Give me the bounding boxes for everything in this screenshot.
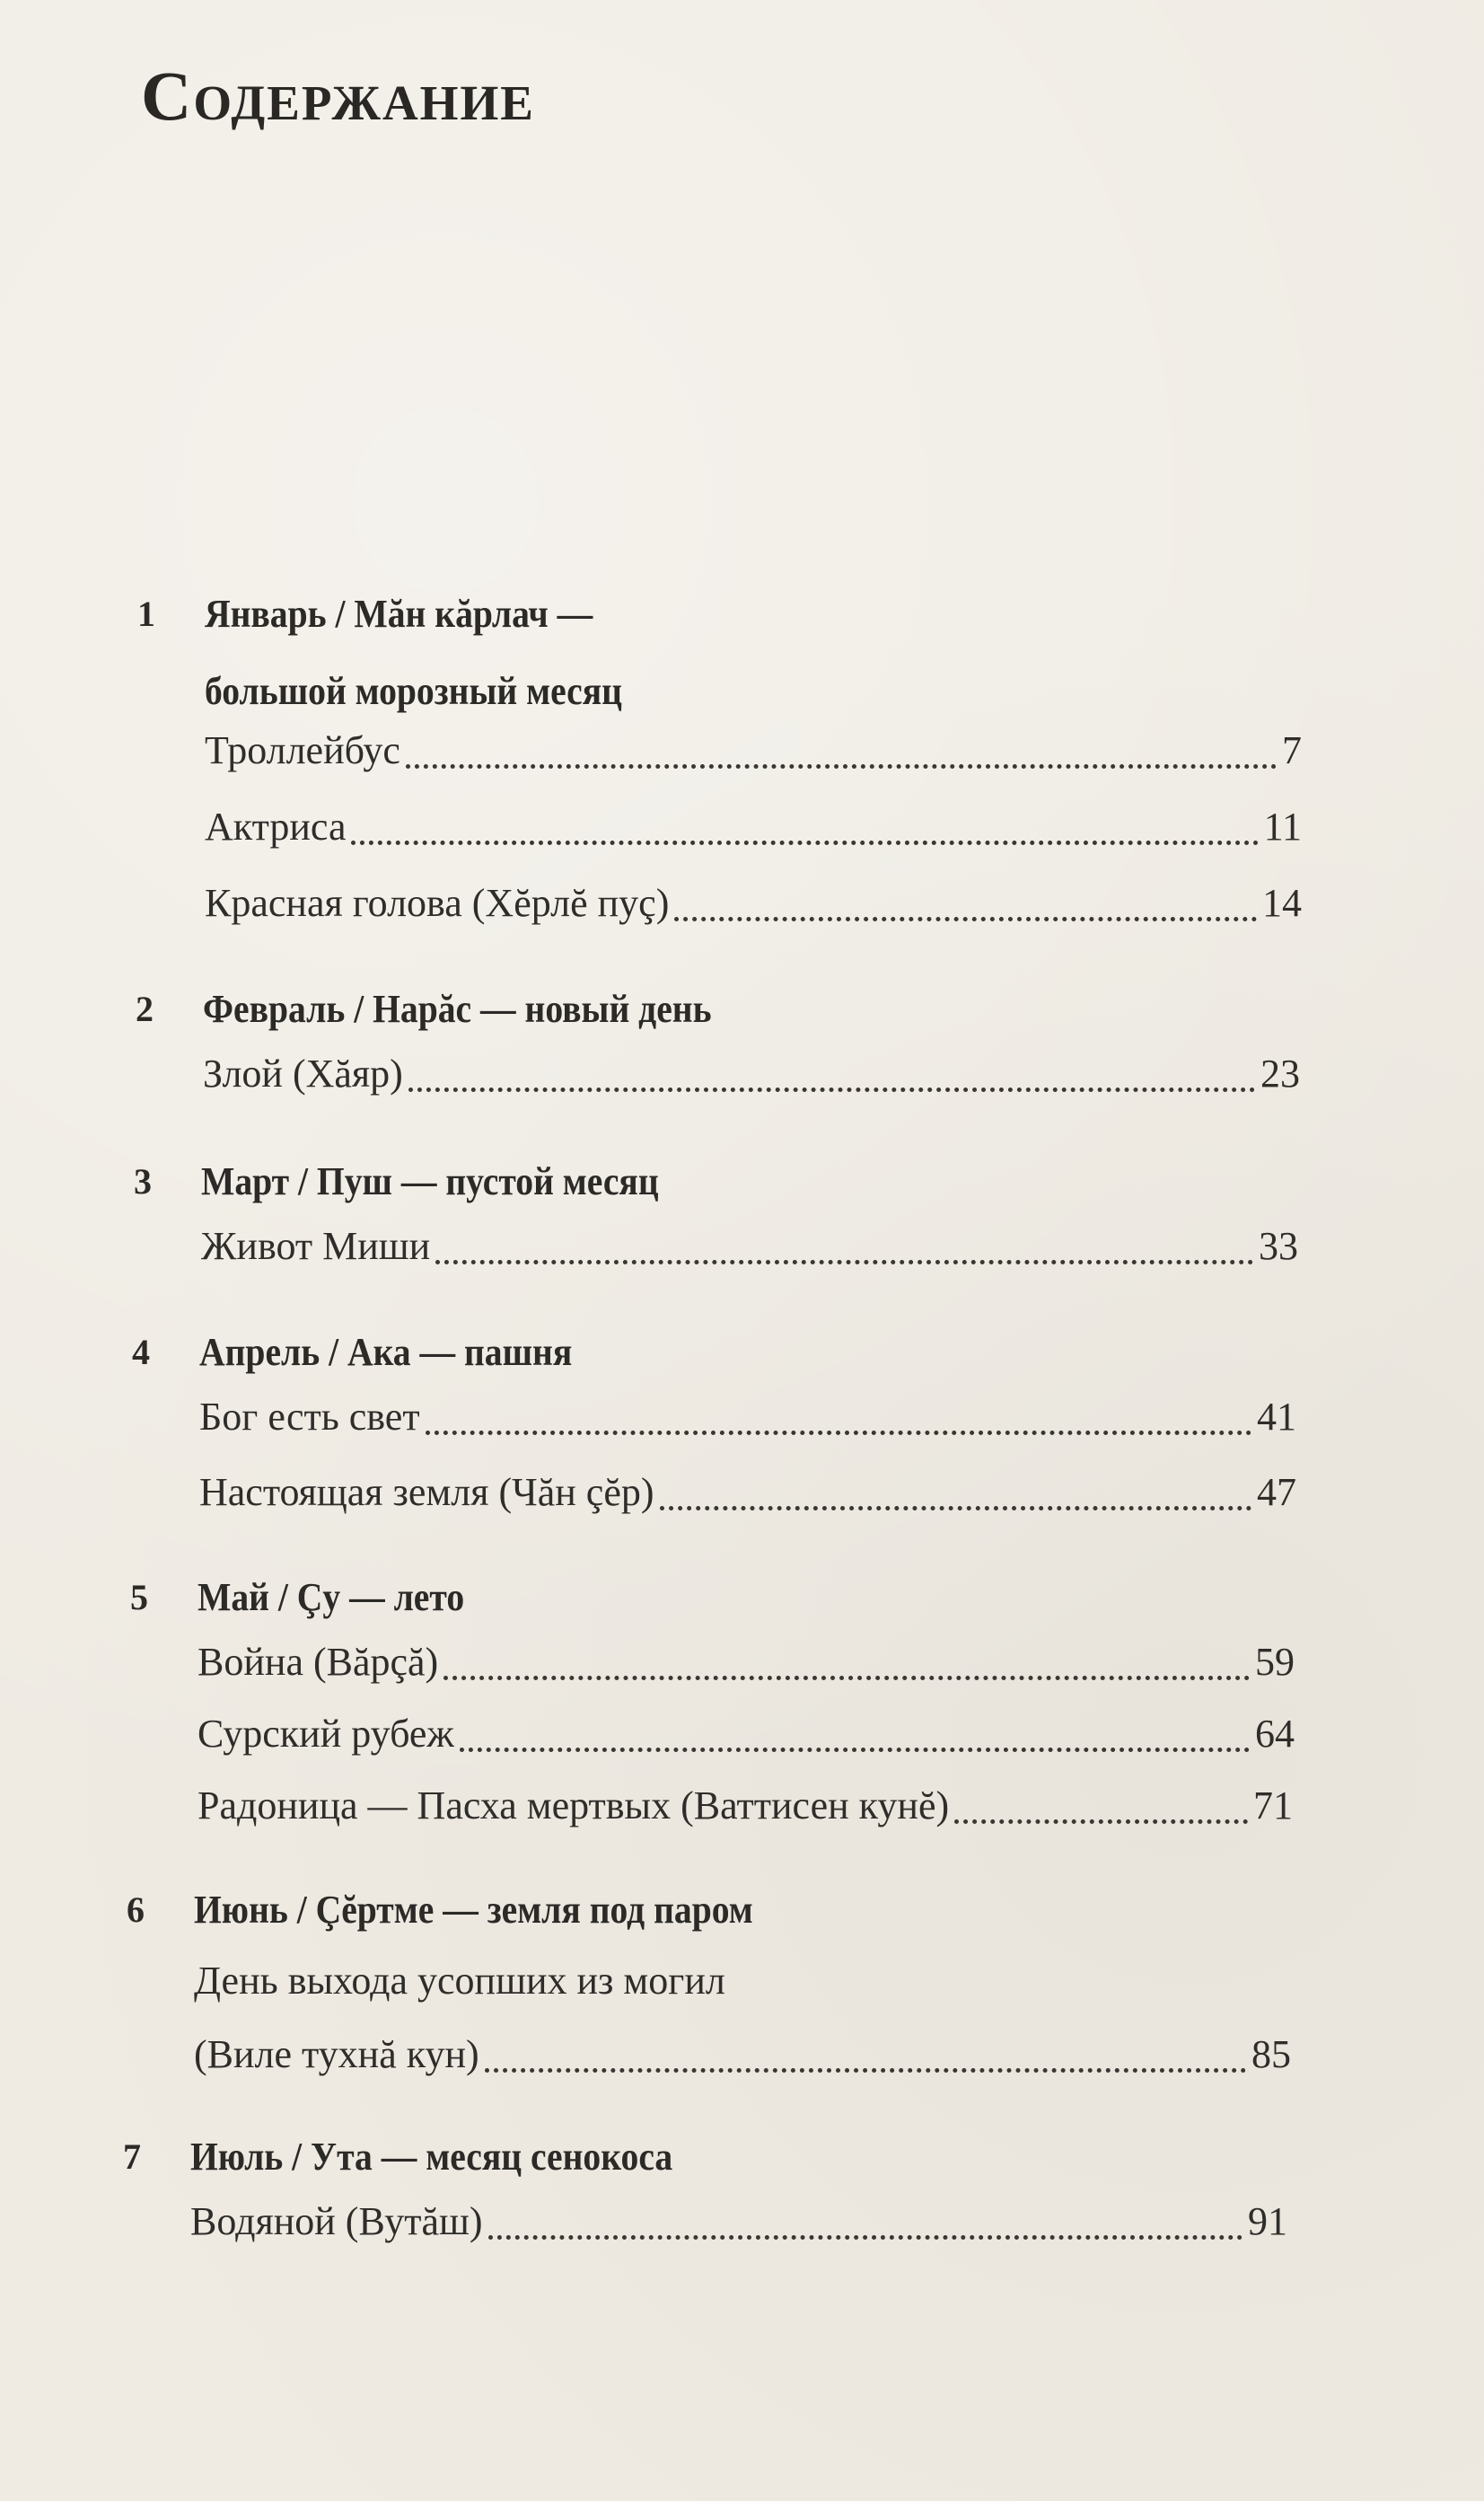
chapter-number: 6 bbox=[127, 1889, 145, 1930]
chapter-title: Февраль / Нарăс — новый день bbox=[203, 987, 712, 1031]
toc-entry[interactable] bbox=[198, 1783, 1293, 1836]
dot-leader bbox=[674, 917, 1257, 921]
entry-page-number: 47 bbox=[1257, 1470, 1296, 1514]
entry-title: Злой (Хăяр) bbox=[203, 1052, 403, 1096]
chapter-number: 7 bbox=[123, 2136, 141, 2177]
chapter-number: 3 bbox=[134, 1161, 152, 1202]
dot-leader bbox=[408, 1088, 1255, 1092]
toc-entry[interactable] bbox=[198, 1711, 1295, 1765]
entry-title: Троллейбус bbox=[205, 728, 400, 772]
toc-entry[interactable] bbox=[201, 1223, 1298, 1277]
entry-title: Радоница — Пасха мертвых (Ваттисен кунĕ) bbox=[198, 1783, 950, 1827]
entry-page-number: 33 bbox=[1259, 1224, 1298, 1268]
entry-page-number: 41 bbox=[1257, 1395, 1296, 1439]
entry-page-number: 14 bbox=[1262, 881, 1302, 925]
entry-title: Бог есть свет bbox=[199, 1395, 420, 1439]
toc-entry[interactable] bbox=[199, 1469, 1296, 1523]
chapter-title: Март / Пуш — пустой месяц bbox=[201, 1159, 659, 1203]
dot-leader bbox=[406, 764, 1277, 769]
toc-entry[interactable] bbox=[205, 727, 1302, 781]
toc-entry[interactable] bbox=[203, 1051, 1300, 1105]
dot-leader bbox=[435, 1260, 1253, 1264]
chapter-title: Июль / Ута — месяц сенокоса bbox=[190, 2135, 673, 2179]
dot-leader bbox=[443, 1676, 1250, 1680]
entry-title: Водяной (Вутăш) bbox=[190, 2199, 483, 2243]
entry-title: Красная голова (Хĕрлĕ пуç) bbox=[205, 881, 670, 925]
dot-leader bbox=[485, 2068, 1246, 2073]
dot-leader bbox=[460, 1748, 1250, 1752]
chapter-title: Май / Çу — лето bbox=[198, 1575, 465, 1619]
entry-page-number: 85 bbox=[1251, 2032, 1291, 2076]
chapter-title: Январь / Мăн кăрлач — bbox=[205, 592, 593, 636]
toc-entry[interactable] bbox=[190, 2198, 1287, 2252]
entry-title: Настоящая земля (Чăн çĕр) bbox=[199, 1470, 654, 1514]
chapter-number: 5 bbox=[130, 1577, 148, 1617]
toc-entry[interactable] bbox=[198, 1639, 1295, 1693]
chapter-title: Апрель / Ака — пашня bbox=[199, 1330, 573, 1374]
chapter-subtitle: большой морозный месяц bbox=[205, 669, 622, 713]
entry-page-number: 91 bbox=[1248, 2199, 1287, 2243]
toc-entry[interactable] bbox=[194, 2031, 1291, 2085]
chapter-number: 4 bbox=[132, 1332, 150, 1372]
entry-title: Живот Миши bbox=[201, 1224, 431, 1268]
entry-page-number: 11 bbox=[1263, 805, 1302, 849]
dot-leader bbox=[351, 841, 1258, 845]
dot-leader bbox=[426, 1431, 1251, 1435]
dot-leader bbox=[660, 1506, 1251, 1510]
entry-title: (Виле тухнă кун) bbox=[194, 2032, 479, 2076]
chapter-title: Июнь / Çĕртме — земля под паром bbox=[194, 1888, 753, 1932]
dot-leader bbox=[488, 2235, 1243, 2240]
toc-entry[interactable] bbox=[205, 880, 1302, 934]
entry-title: Актриса bbox=[205, 805, 347, 849]
entry-page-number: 64 bbox=[1255, 1712, 1295, 1756]
entry-title: Война (Вăрçă) bbox=[198, 1640, 439, 1684]
dot-leader bbox=[954, 1819, 1248, 1824]
toc-entry[interactable] bbox=[199, 1394, 1296, 1448]
entry-page-number: 23 bbox=[1260, 1052, 1300, 1096]
entry-title-line1[interactable]: День выхода усопших из могил bbox=[194, 1959, 725, 2003]
toc-entry[interactable] bbox=[205, 804, 1302, 858]
chapter-number: 1 bbox=[137, 594, 155, 634]
entry-page-number: 59 bbox=[1255, 1640, 1295, 1684]
entry-title: Сурский рубеж bbox=[198, 1712, 454, 1756]
page-title: Содержание bbox=[141, 57, 535, 135]
entry-page-number: 71 bbox=[1253, 1783, 1293, 1827]
chapter-number: 2 bbox=[136, 989, 154, 1029]
entry-page-number: 7 bbox=[1282, 728, 1302, 772]
